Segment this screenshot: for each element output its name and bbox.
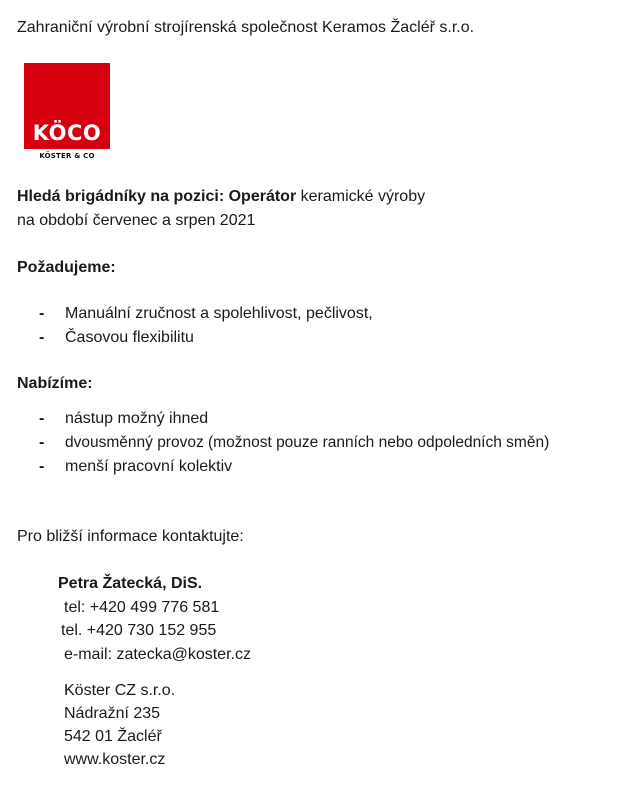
website-link[interactable]: www.koster.cz bbox=[64, 751, 166, 768]
bullet-dash: - bbox=[39, 458, 45, 475]
logo-word: KÖCO bbox=[32, 121, 102, 145]
bullet-dash: - bbox=[39, 329, 45, 346]
job-heading-bold: Hledá brigádníky na pozici: Operátor bbox=[17, 188, 297, 205]
bullet-dash: - bbox=[39, 434, 45, 451]
requirement-item: Manuální zručnost a spolehlivost, pečlivost, bbox=[65, 305, 373, 322]
koster-logo bbox=[24, 63, 110, 149]
bullet-dash: - bbox=[39, 410, 45, 427]
offer-item: menší pracovní kolektiv bbox=[65, 458, 233, 475]
contact-email: e-mail: zatecka@koster.cz bbox=[64, 646, 251, 663]
address-street: Nádražní 235 bbox=[64, 705, 161, 722]
job-heading-rest: keramické výroby bbox=[296, 188, 426, 205]
bullet-dash: - bbox=[39, 305, 45, 322]
contact-name: Petra Žatecká, DiS. bbox=[58, 575, 203, 592]
job-period: na období červenec a srpen 2021 bbox=[17, 212, 256, 229]
company-line: Zahraniční výrobní strojírenská společnost Keramos Žacléř s.r.o. bbox=[17, 19, 475, 36]
offer-title: Nabízíme: bbox=[17, 375, 93, 392]
contact-phone-2: tel. +420 730 152 955 bbox=[61, 622, 217, 639]
requirements-title: Požadujeme: bbox=[17, 259, 116, 276]
requirement-item: Časovou flexibilitu bbox=[65, 329, 194, 346]
offer-item: dvousměnný provoz (možnost pouze ranních nebo odpoledních směn) bbox=[65, 434, 550, 451]
logo-subtitle: KÖSTER & CO bbox=[39, 152, 95, 160]
contact-intro: Pro bližší informace kontaktujte: bbox=[17, 528, 244, 545]
offer-item: nástup možný ihned bbox=[65, 410, 209, 427]
contact-phone-1: tel: +420 499 776 581 bbox=[64, 599, 220, 616]
address-company: Köster CZ s.r.o. bbox=[64, 682, 176, 699]
job-heading bbox=[17, 187, 425, 207]
address-city: 542 01 Žacléř bbox=[64, 728, 162, 745]
